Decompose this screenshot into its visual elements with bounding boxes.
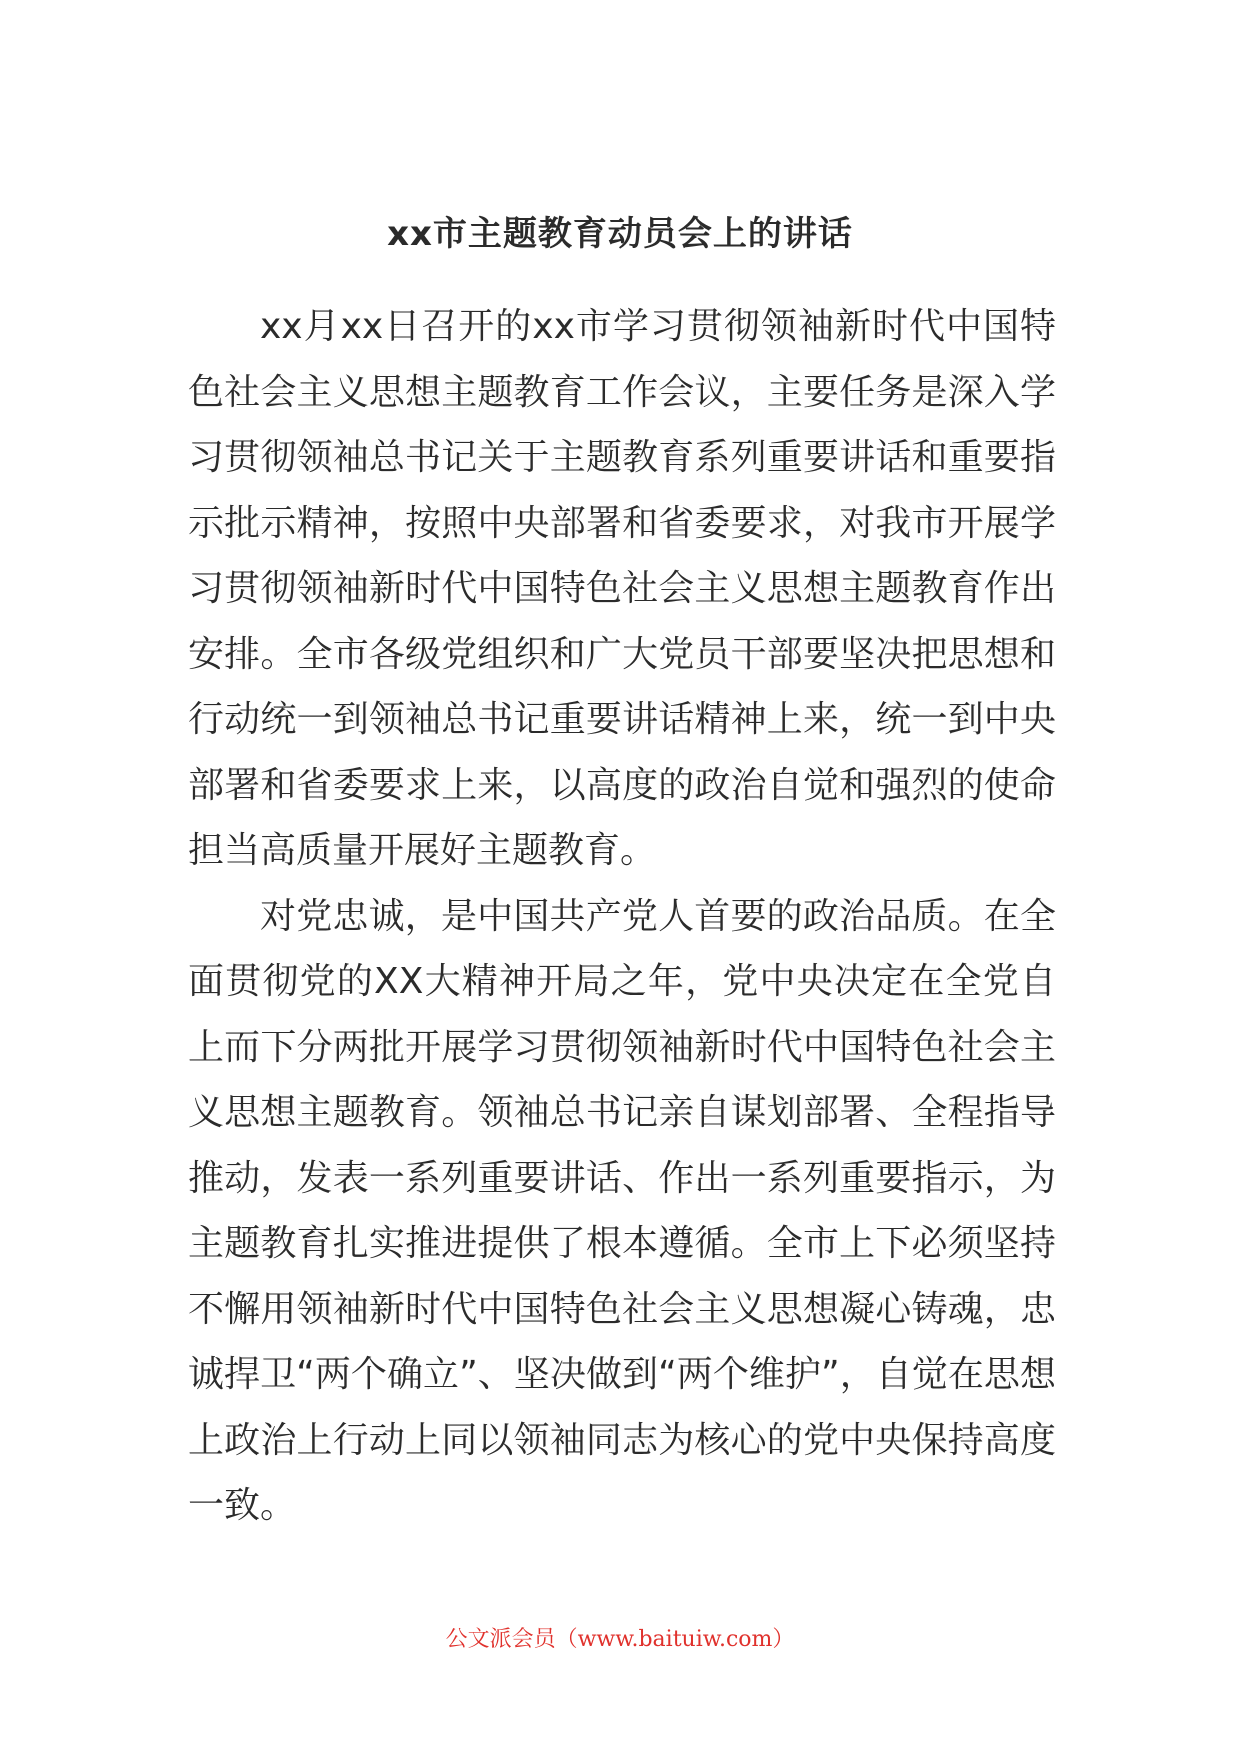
footer-watermark[interactable]: 公文派会员（www.baituiw.com） xyxy=(445,1627,795,1652)
document-body xyxy=(188,294,1056,1539)
paragraph: 对党忠诚，是中国共产党人首要的政治品质。在全面贯彻党的XX大精神开局之年，党中央决定在全党自上而下分两批开展学习贯彻领袖新时代中国特色社会主义思想主题教育。领袖总书记亲自谋划部署、全程指导推动，发表一系列重要讲话、作出一系列重要指示，为主题教育扎实推进提供了根本遵循。全市上下必须坚持不懈用领袖新时代中国特色社会主义思想凝心铸魂，忠诚捍卫“两个确立”、坚决做到“两个维护”，自觉在思想上政治上行动上同以领袖同志为核心的党中央保持高度一致。 xyxy=(188,895,1056,1526)
paragraph: xx月xx日召开的xx市学习贯彻领袖新时代中国特色社会主义思想主题教育工作会议，主要任务是深入学习贯彻领袖总书记关于主题教育系列重要讲话和重要指示批示精神，按照中央部署和省委要求，对我市开展学习贯彻领袖新时代中国特色社会主义思想主题教育作出安排。全市各级党组织和广大党员干部要坚决把思想和行动统一到领袖总书记重要讲话精神上来，统一到中央部署和省委要求上来，以高度的政治自觉和强烈的使命担当高质量开展好主题教育。 xyxy=(188,306,1056,871)
document-title: xx市主题教育动员会上的讲话 xyxy=(387,214,853,254)
